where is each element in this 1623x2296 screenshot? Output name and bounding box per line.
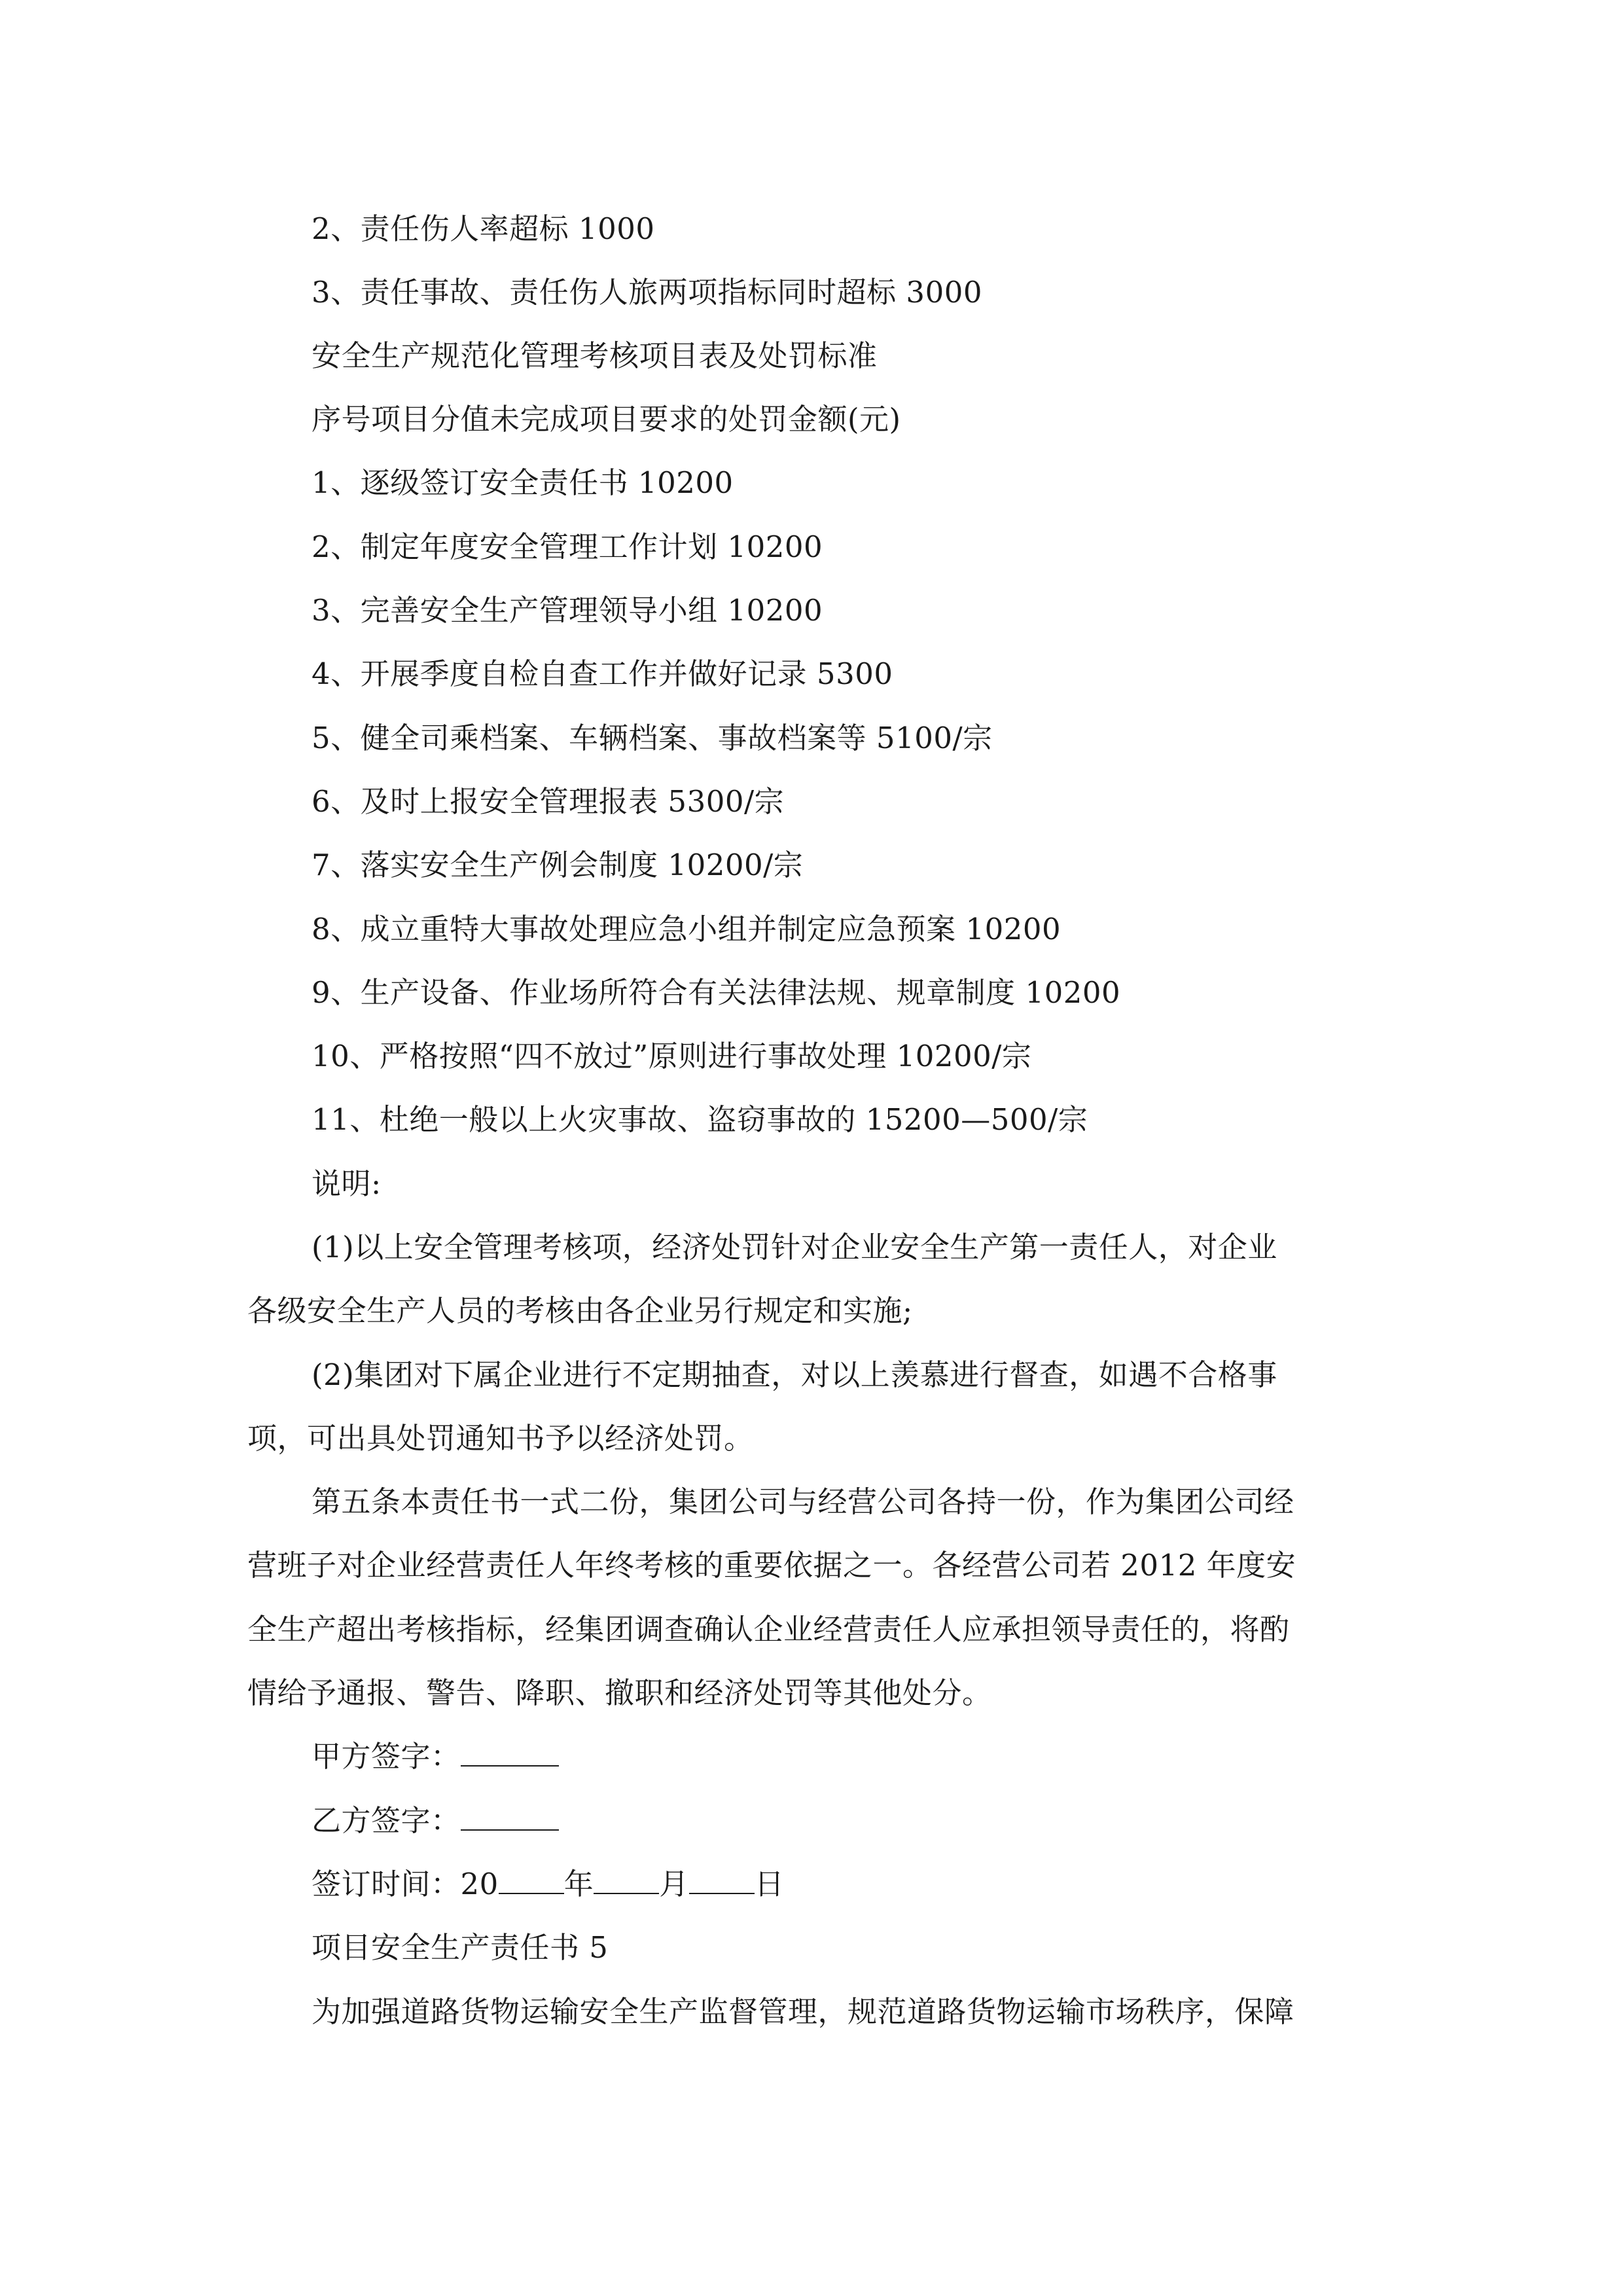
party-b-signature-blank — [461, 1803, 559, 1831]
list-item: 1、逐级签订安全责任书 10200 — [312, 465, 734, 500]
paragraph-line: 项，可出具处罚通知书予以经济处罚。 — [247, 1421, 754, 1456]
text-line: 2、责任伤人率超标 1000 — [312, 211, 655, 246]
year-blank — [499, 1867, 564, 1894]
paragraph-line: 为加强道路货物运输安全生产监督管理，规范道路货物运输市场秩序，保障 — [312, 1994, 1294, 2029]
list-item: 10、严格按照“四不放过”原则进行事故处理 10200/宗 — [312, 1039, 1032, 1073]
list-item: 8、成立重特大事故处理应急小组并制定应急预案 10200 — [312, 912, 1061, 946]
list-item: 9、生产设备、作业场所符合有关法律法规、规章制度 10200 — [312, 975, 1121, 1010]
paragraph-line: 第五条本责任书一式二份，集团公司与经营公司各持一份，作为集团公司经 — [312, 1484, 1294, 1519]
list-item: 4、开展季度自检自查工作并做好记录 5300 — [312, 656, 893, 691]
list-item: 2、制定年度安全管理工作计划 10200 — [312, 529, 823, 564]
paragraph-line: (2)集团对下属企业进行不定期抽查，对以上羡慕进行督查，如遇不合格事 — [312, 1357, 1277, 1392]
list-item: 6、及时上报安全管理报表 5300/宗 — [312, 784, 785, 819]
list-item: 3、完善安全生产管理领导小组 10200 — [312, 593, 823, 628]
text-line: 3、责任事故、责任伤人旅两项指标同时超标 3000 — [312, 275, 982, 310]
sign-date — [312, 1865, 784, 1904]
party-a-label: 甲方签字： — [312, 1739, 461, 1774]
month-label: 月 — [659, 1867, 689, 1901]
day-blank — [689, 1867, 755, 1894]
sign-date-label: 签订时间： — [312, 1867, 461, 1901]
party-a-signature-blank — [461, 1739, 559, 1767]
table-header: 序号项目分值未完成项目要求的处罚金额(元) — [312, 402, 901, 437]
paragraph-line: (1)以上安全管理考核项，经济处罚针对企业安全生产第一责任人，对企业 — [312, 1230, 1277, 1265]
section-heading: 安全生产规范化管理考核项目表及处罚标准 — [312, 338, 878, 373]
month-blank — [594, 1867, 659, 1894]
notes-label: 说明: — [312, 1166, 382, 1201]
paragraph-line: 全生产超出考核指标，经集团调查确认企业经营责任人应承担领导责任的，将酌 — [247, 1612, 1290, 1647]
list-item: 7、落实安全生产例会制度 10200/宗 — [312, 848, 804, 882]
paragraph-line: 各级安全生产人员的考核由各企业另行规定和实施; — [247, 1293, 913, 1328]
year-prefix: 20 — [460, 1867, 499, 1901]
year-label: 年 — [563, 1867, 594, 1901]
next-document-title: 项目安全生产责任书 5 — [312, 1930, 609, 1965]
party-b-signature — [312, 1801, 559, 1840]
day-label: 日 — [754, 1867, 785, 1901]
paragraph-line: 营班子对企业经营责任人年终考核的重要依据之一。各经营公司若 2012 年度安 — [247, 1548, 1296, 1583]
list-item: 11、杜绝一般以上火灾事故、盗窃事故的 15200—500/宗 — [312, 1102, 1088, 1137]
party-b-label: 乙方签字： — [312, 1803, 461, 1838]
paragraph-line: 情给予通报、警告、降职、撤职和经济处罚等其他处分。 — [247, 1676, 992, 1710]
party-a-signature — [312, 1737, 559, 1776]
list-item: 5、健全司乘档案、车辆档案、事故档案等 5100/宗 — [312, 721, 993, 755]
